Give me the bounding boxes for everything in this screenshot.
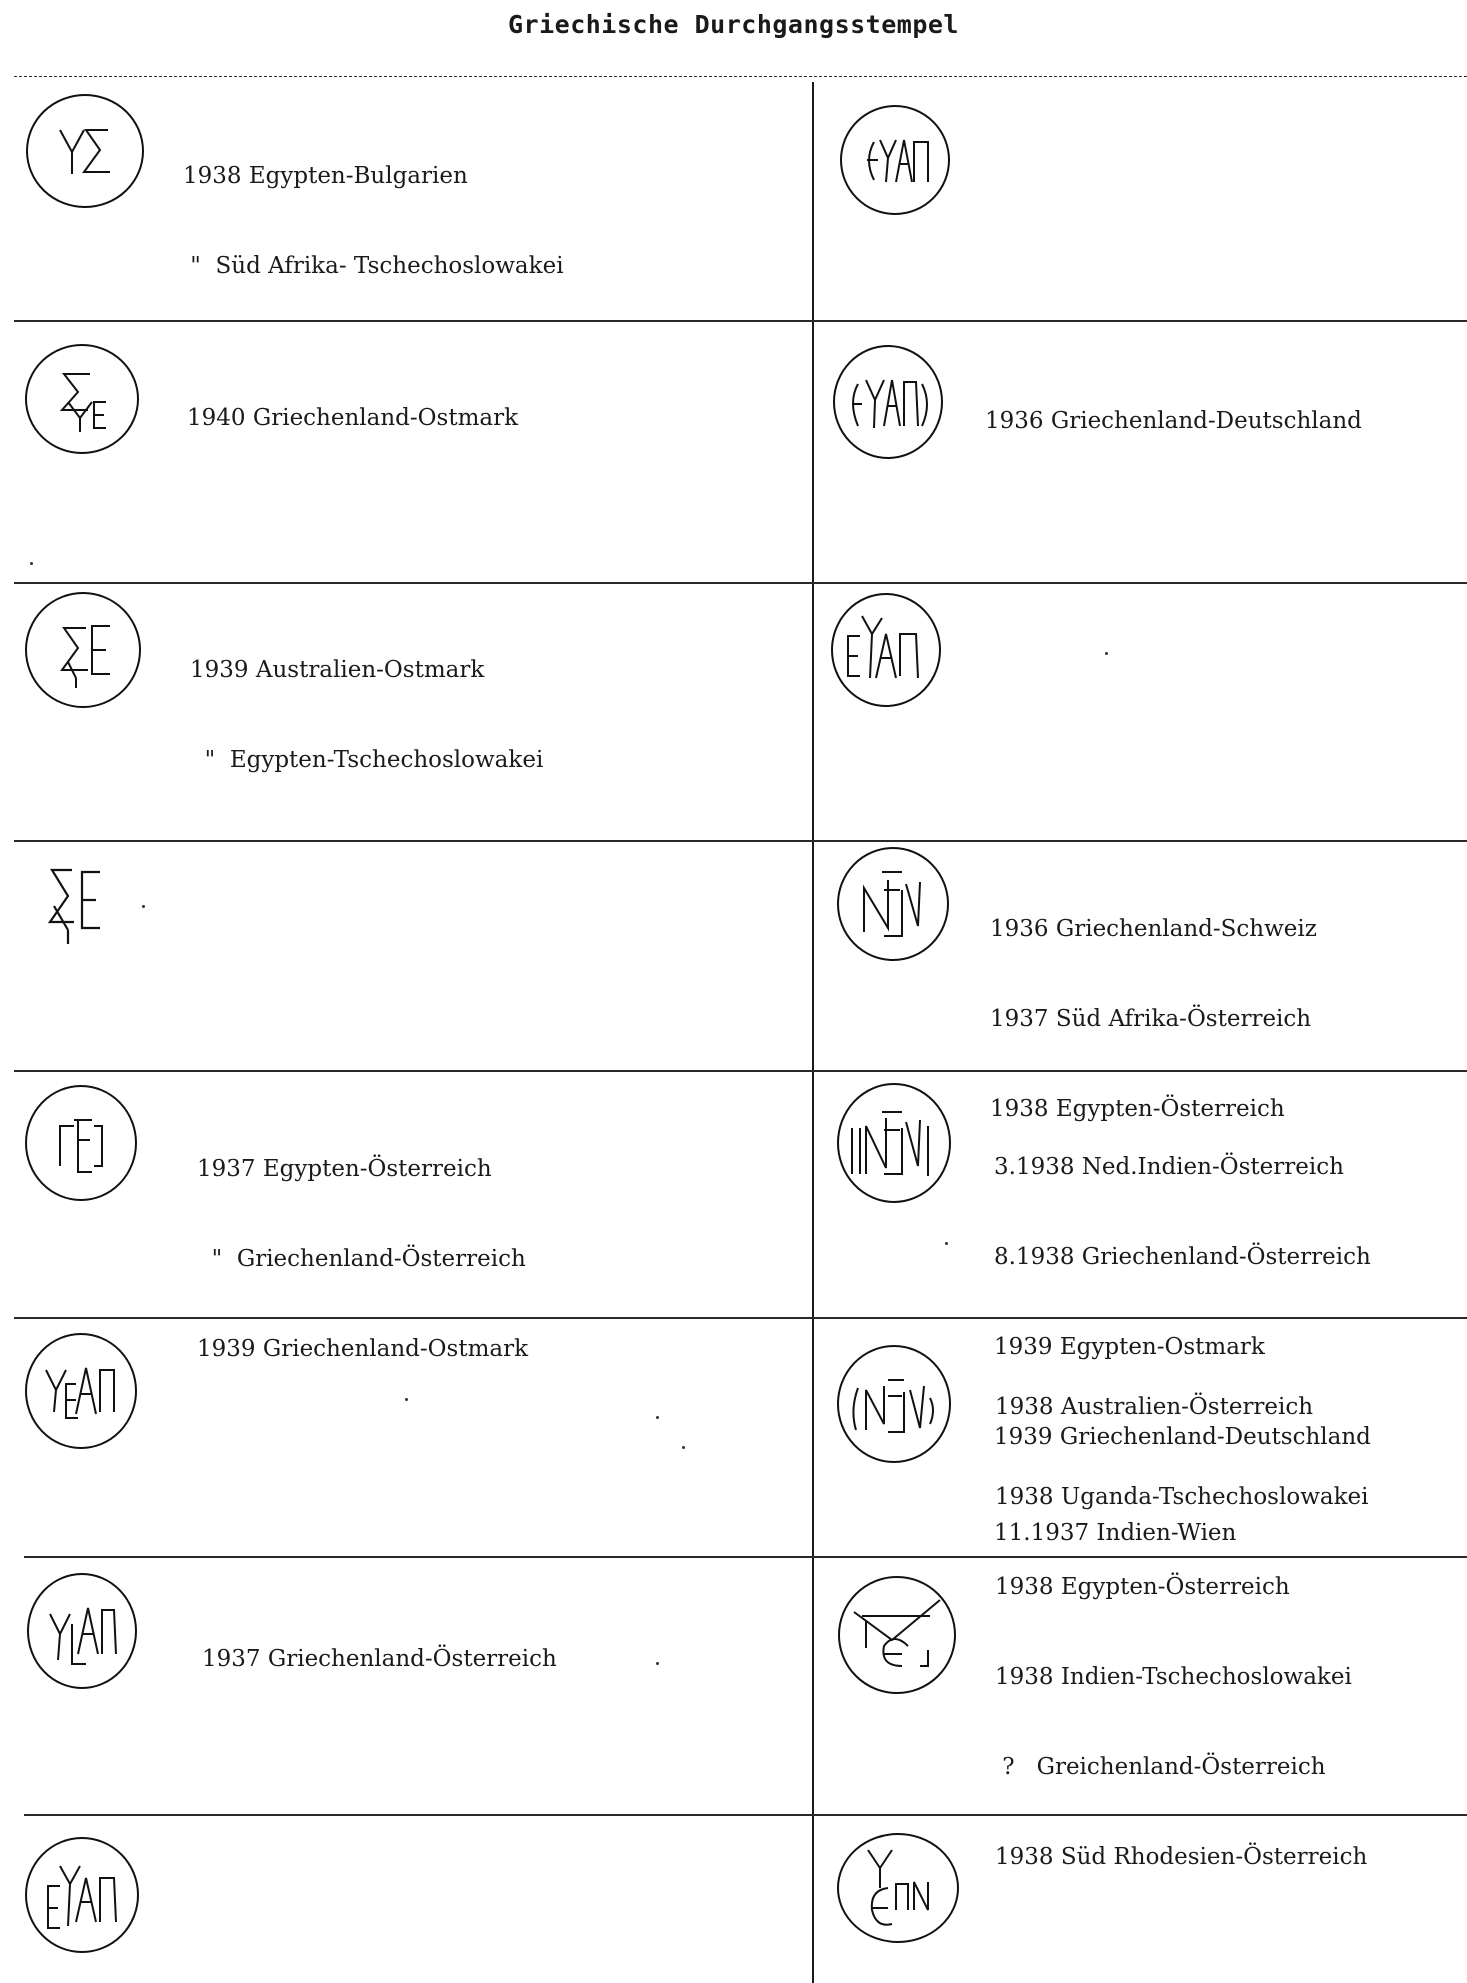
- stamp-circle-nen-icon: [832, 1078, 956, 1208]
- stamp-circle-yean-icon: [20, 1328, 142, 1454]
- entry-text: 1936 Griechenland-Deutschland: [985, 408, 1362, 434]
- stamp-circle-eyan-icon: [826, 588, 946, 712]
- entry-text: 1936 Griechenland-Schweiz 1937 Süd Afrika-Österreich 1938 Egypten-Österreich: [990, 916, 1317, 1122]
- entry-text: 3.1938 Ned.Indien-Österreich 8.1938 Griechenland-Österreich 1939 Egypten-Ostmark 1939 Griechenland-Deutschland 11.1937 Indien-Wien: [994, 1154, 1371, 1546]
- stamp-circle-yean-icon: [22, 1568, 142, 1694]
- stamp-circle-nen-icon: [832, 842, 954, 966]
- stamp-circle-ye-icon: [20, 90, 150, 212]
- stamp-circle-yen-icon: [832, 1826, 964, 1950]
- entry-text: 1939 Australien-Ostmark " Egypten-Tschechoslowakei: [190, 657, 544, 773]
- page-title: Griechische Durchgangsstempel: [508, 10, 959, 39]
- scan-speck: [30, 562, 33, 565]
- scan-speck: [405, 1398, 408, 1401]
- row-divider: [14, 840, 1467, 842]
- entry-text: 1937 Griechenland-Österreich: [202, 1646, 557, 1672]
- stamp-circle-sigma-ye-icon: [20, 588, 146, 712]
- stamp-circle-eyan-icon: [834, 100, 956, 220]
- entry-text: 1940 Griechenland-Ostmark: [187, 405, 519, 431]
- scan-speck: [1105, 652, 1108, 655]
- stamp-circle-nen-icon: [20, 1080, 142, 1206]
- stamp-circle-cross-e-icon: [832, 1570, 962, 1700]
- scan-speck: [142, 905, 145, 908]
- stamp-circle-yean-icon: [20, 1832, 144, 1958]
- scan-speck: [656, 1662, 659, 1665]
- scan-speck: [945, 1242, 948, 1245]
- scan-speck: [682, 1446, 685, 1449]
- top-rule: [14, 76, 1467, 77]
- stamp-circle-sigma-ye-icon: [20, 340, 144, 458]
- entry-text: 1938 Egypten-Bulgarien " Süd Afrika- Tschechoslowakei: [183, 163, 564, 279]
- stamp-circle-eyan-icon: [828, 340, 948, 464]
- stamp-sigma-ye-icon: [44, 862, 124, 946]
- entry-text: 1938 Australien-Österreich 1938 Uganda-Tschechoslowakei 1938 Egypten-Österreich 1938 Indien-Tschechoslowakei ? Greichenland-Österreich 1938 Süd Rhodesien-Österreich: [995, 1394, 1369, 1870]
- scan-speck: [656, 1416, 659, 1419]
- stamp-circle-nen-icon: [832, 1340, 956, 1468]
- entry-text: 1937 Egypten-Österreich " Griechenland-Österreich 1939 Griechenland-Ostmark: [197, 1156, 529, 1362]
- column-divider: [812, 82, 814, 1983]
- row-divider: [14, 582, 1467, 584]
